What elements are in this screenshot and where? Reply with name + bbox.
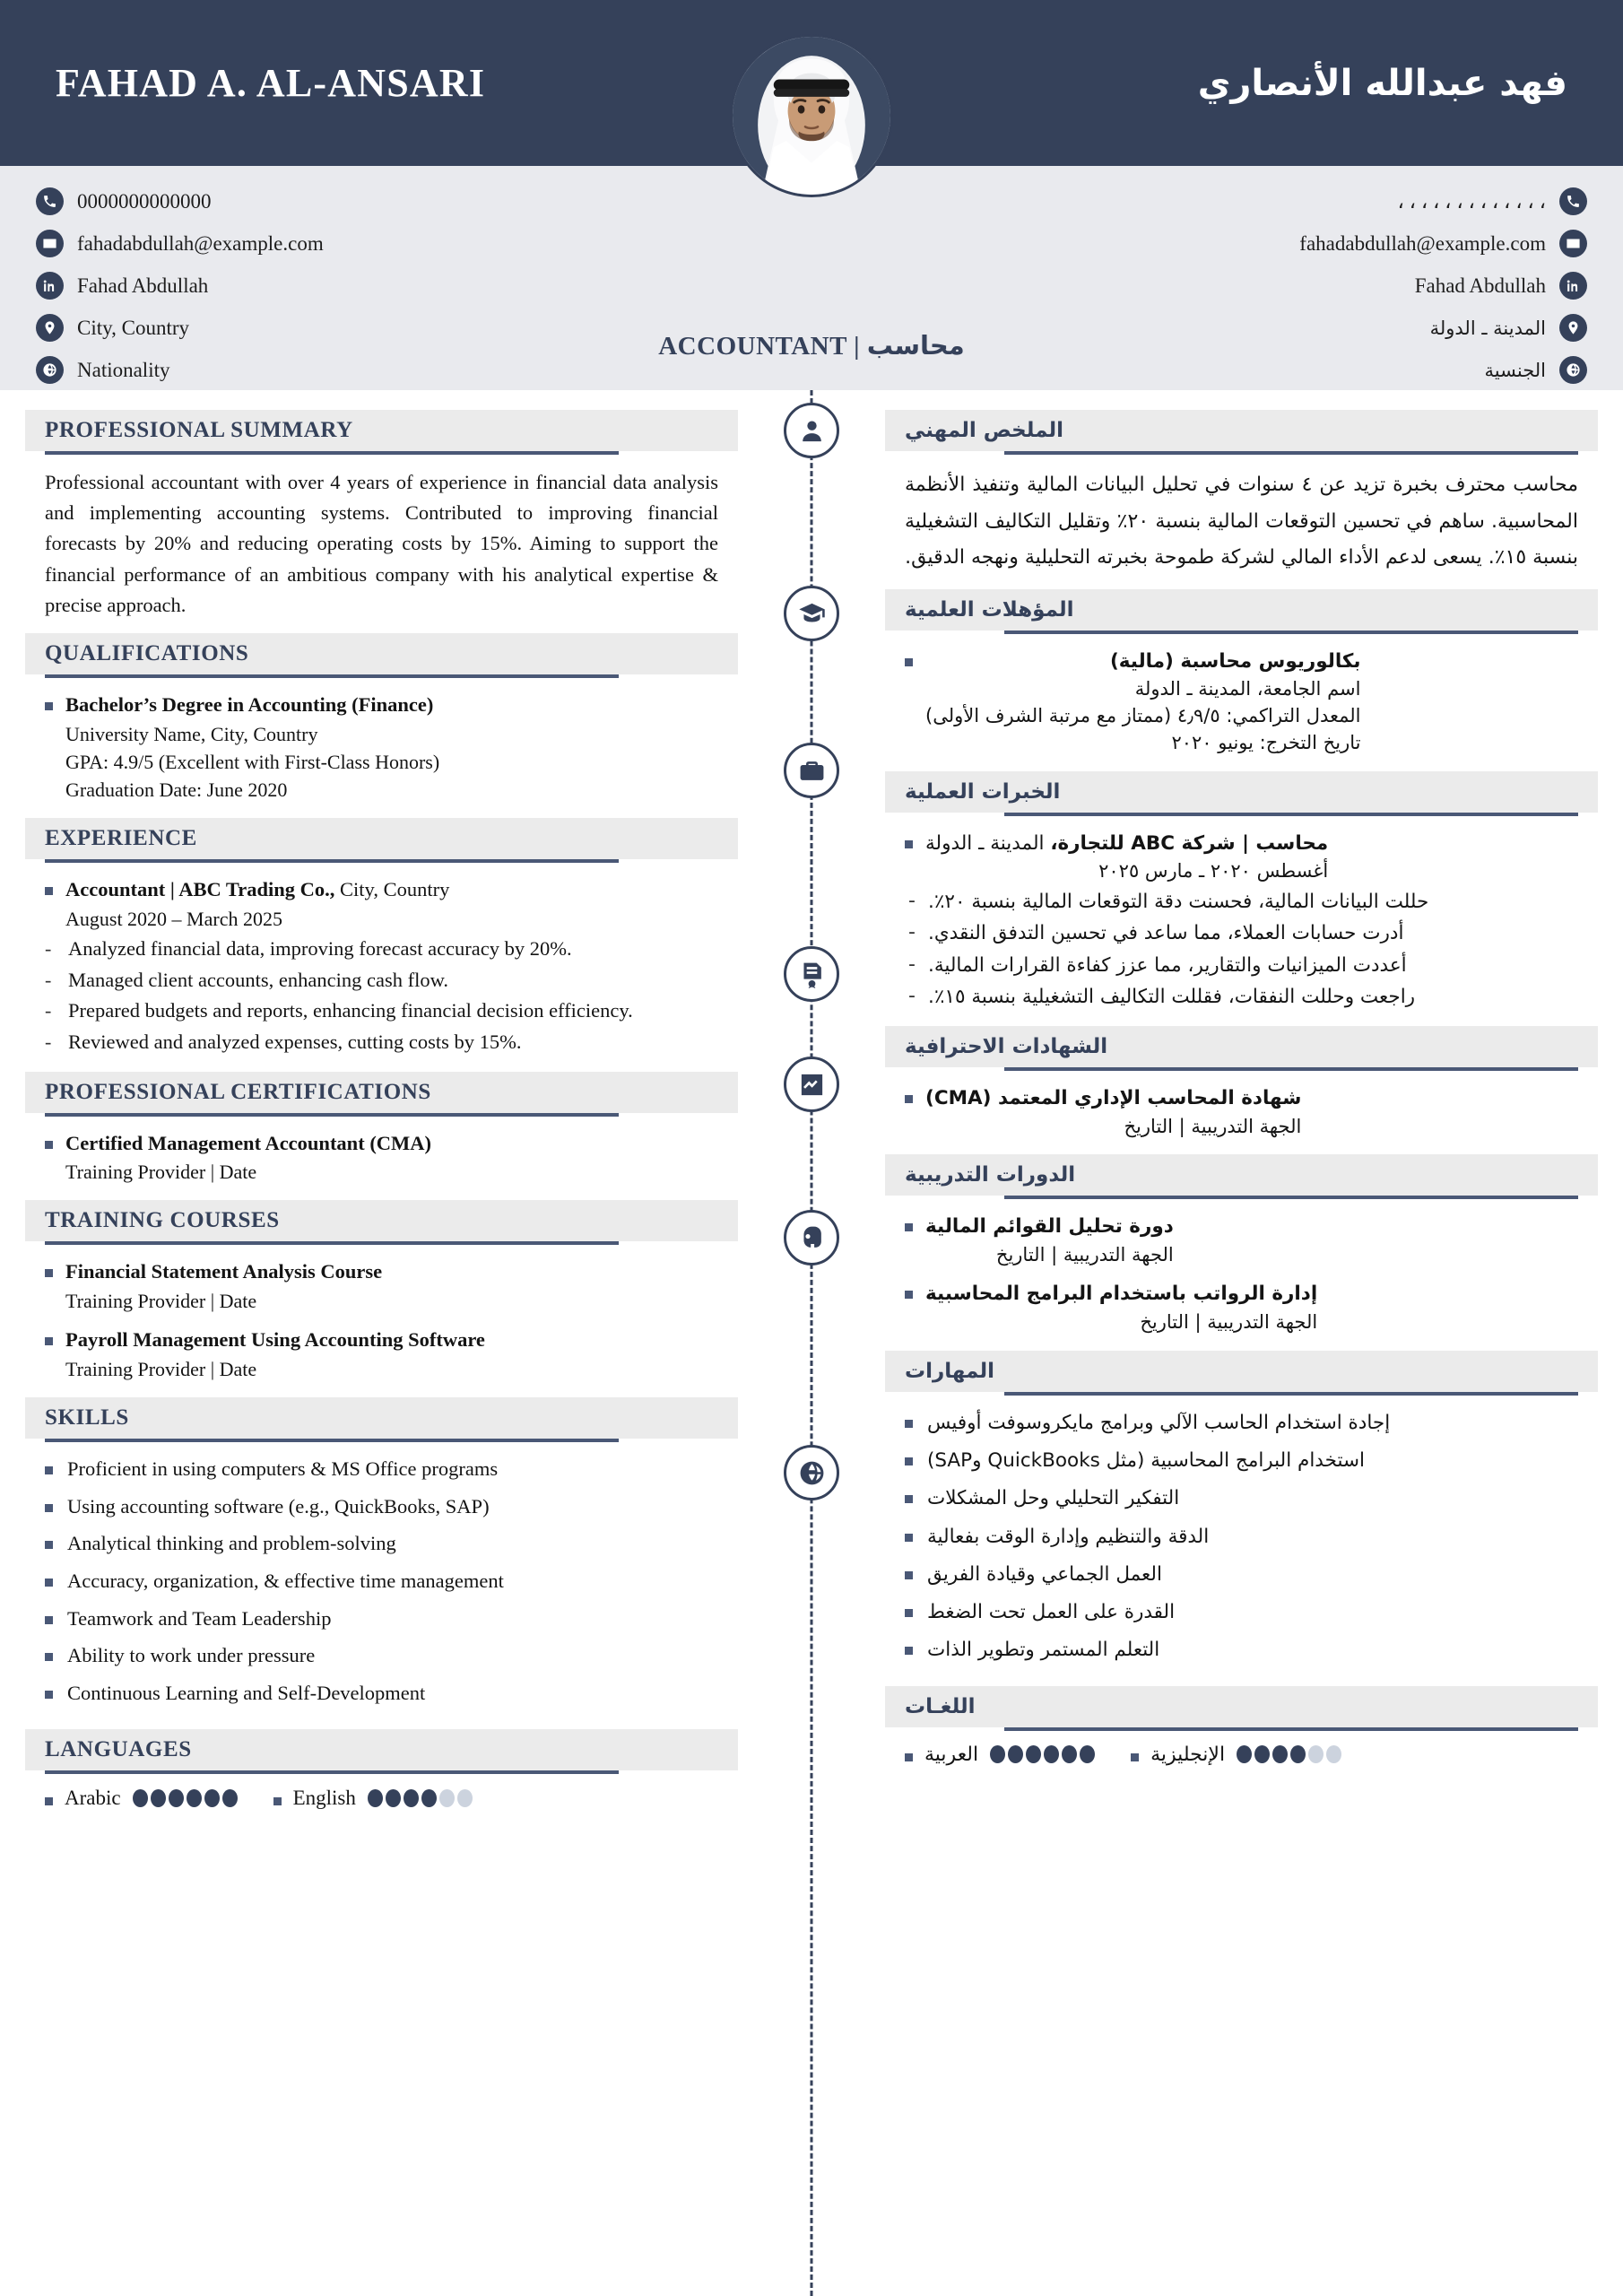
experience-bullet: أدرت حسابات العملاء، مما ساعد في تحسين التدفق النقدي. (928, 922, 1404, 945)
section-languages-ar (885, 1686, 1598, 1775)
contact-location-value: City, Country (77, 316, 190, 339)
dash-bullet-icon: - (45, 1031, 52, 1053)
section-summary-en (25, 410, 738, 630)
contact-row-location[interactable] (36, 309, 592, 347)
language-arabic (905, 1744, 1095, 1766)
rating-dot-filled (1044, 1745, 1059, 1763)
bullet-square-icon (905, 1534, 913, 1542)
list-item (905, 1635, 1578, 1665)
list-item (905, 829, 1578, 885)
section-header-languages-en (25, 1729, 738, 1770)
contact-row-phone[interactable] (36, 182, 592, 221)
globe-icon (36, 356, 64, 384)
language-rating-dots (133, 1789, 238, 1807)
course-sub: Training Provider | Date (65, 1290, 257, 1313)
contact-phone-value: 0000000000000 (77, 189, 212, 213)
job-dates-en: August 2020 – March 2025 (65, 907, 282, 930)
skill-text: التعلم المستمر وتطوير الذات (927, 1639, 1160, 1662)
list-item (45, 935, 718, 964)
language-row (45, 1787, 718, 1810)
section-header-languages-ar (885, 1686, 1598, 1727)
avatar (730, 34, 893, 197)
contact-row-email[interactable] (36, 224, 592, 263)
contact-nationality-value-ar: الجنسية (1484, 359, 1546, 381)
bullet-square-icon (905, 1291, 913, 1299)
list-item (45, 966, 718, 996)
job-role-en: Accountant | ABC Trading Co., (65, 878, 335, 901)
rating-dot-filled (990, 1745, 1005, 1763)
section-header-experience-en (25, 818, 738, 859)
section-skills-en (25, 1397, 738, 1725)
rating-dot-filled (187, 1789, 202, 1807)
bullet-square-icon (1131, 1753, 1139, 1761)
rating-dot-filled (1237, 1745, 1252, 1763)
section-body (25, 1774, 738, 1819)
degree-line-3: تاريخ التخرج: يونيو ٢٠٢٠ (1171, 732, 1361, 753)
language-name: الإنجليزية (1150, 1743, 1226, 1766)
bullet-square-icon (45, 1578, 53, 1587)
contact-email-value: fahadabdullah@example.com (77, 231, 324, 255)
contact-linkedin-value-ar: Fahad Abdullah (1414, 274, 1546, 297)
rating-dot-filled (1062, 1745, 1077, 1763)
rating-dot-filled (1254, 1745, 1270, 1763)
list-item (905, 1083, 1578, 1140)
column-arabic (885, 410, 1598, 1822)
phone-icon (36, 187, 64, 215)
list-item (45, 1326, 718, 1383)
section-certifications-en (25, 1072, 738, 1197)
job-dates-ar: أغسطس ٢٠٢٠ ـ مارس ٢٠٢٥ (1098, 860, 1329, 883)
language-name: Arabic (65, 1786, 121, 1809)
skill-text: العمل الجماعي وقيادة الفريق (927, 1562, 1162, 1586)
section-title: الدورات التدريبية (905, 1163, 1076, 1187)
summary-text-en: Professional accountant with over 4 years of experience in financial data analysis and implementing accounting systems. Contributed to improving financial forecasts by 20% and reducing operating costs by 15%. Aiming to support the financial performance of an ambitious company with his analytical expertise & precise approach. (45, 471, 718, 616)
contact-column-english (36, 182, 592, 390)
experience-bullet: Analyzed financial data, improving forecast accuracy by 20%. (68, 937, 572, 961)
bullet-square-icon (45, 1141, 53, 1149)
contact-column-arabic (1031, 182, 1587, 390)
rating-dot-filled (204, 1789, 220, 1807)
dash-bullet-icon: - (908, 921, 916, 944)
section-body (885, 1731, 1598, 1775)
section-header-qualifications-en (25, 633, 738, 674)
section-header-skills-ar (885, 1351, 1598, 1392)
rating-dot-filled (386, 1789, 401, 1807)
section-header-training-en (25, 1200, 738, 1241)
person-icon (784, 403, 839, 458)
section-body (25, 1442, 738, 1725)
phone-icon (1559, 187, 1587, 215)
section-languages-en (25, 1729, 738, 1819)
section-qualifications-en (25, 633, 738, 814)
bullet-square-icon (905, 1647, 913, 1655)
bullet-square-icon (905, 1571, 913, 1579)
certification-heading: شهادة المحاسب الإداري المعتمد (CMA) (925, 1087, 1302, 1110)
section-training-ar (885, 1154, 1598, 1346)
summary-text-ar: محاسب محترف بخبرة تزيد عن ٤ سنوات في تحليل البيانات المالية وتنفيذ الأنظمة المحاسبية. ساهم في تحسين التوقعات المالية بنسبة ٢٠٪ وتقليل التكاليف التشغيلية بنسبة ١٥٪. يسعى لدعم الأداء المالي لشركة طموحة بخبرته التحليلية ونهجه الدقيق. (905, 474, 1578, 570)
experience-bullet: Managed client accounts, enhancing cash flow. (68, 968, 449, 991)
dash-bullet-icon: - (45, 937, 52, 961)
section-body (25, 678, 738, 814)
list-item (45, 996, 718, 1026)
location-pin-icon (1559, 314, 1587, 342)
chart-growth-icon (784, 1057, 839, 1112)
list-item (905, 1483, 1578, 1513)
section-header-experience-ar (885, 771, 1598, 813)
rating-dot-filled (421, 1789, 437, 1807)
language-name: English (292, 1786, 356, 1809)
list-item (905, 1597, 1578, 1627)
job-location-ar: المدينة ـ الدولة (925, 831, 1051, 855)
bullet-square-icon (273, 1797, 282, 1805)
list-item (45, 1455, 718, 1484)
language-rating-dots (990, 1745, 1095, 1763)
brain-gear-icon (784, 1210, 839, 1265)
bullet-square-icon (45, 1616, 53, 1624)
section-title: SKILLS (45, 1405, 129, 1431)
section-body (885, 634, 1598, 768)
contact-row-nationality[interactable] (36, 351, 592, 389)
list-item (905, 982, 1578, 1012)
course-heading: دورة تحليل القوائم المالية (925, 1215, 1174, 1239)
list-item (45, 1605, 718, 1634)
rating-dot-filled (1026, 1745, 1041, 1763)
section-training-en (25, 1200, 738, 1394)
list-item (45, 1567, 718, 1596)
language-english (273, 1787, 473, 1810)
section-body (885, 816, 1598, 1022)
degree-line-1: University Name, City, Country (65, 722, 318, 745)
degree-line-2: المعدل التراكمي: ٤٫٩/٥ (ممتاز مع مرتبة الشرف الأولى) (925, 705, 1361, 727)
section-body (885, 1071, 1598, 1151)
section-body (25, 863, 738, 1067)
job-title-english: ACCOUNTANT (658, 332, 847, 361)
rating-dot-filled (1290, 1745, 1306, 1763)
section-header-summary-ar (885, 410, 1598, 451)
rating-dot-filled (404, 1789, 419, 1807)
section-skills-ar (885, 1351, 1598, 1683)
experience-bullet: حللت البيانات المالية، فحسنت دقة التوقعات المالية بنسبة ٢٠٪. (928, 890, 1429, 913)
contact-row-location-ar[interactable] (1430, 309, 1587, 347)
list-item (45, 875, 718, 933)
list-item (45, 1679, 718, 1709)
language-english (1131, 1744, 1341, 1766)
skill-text: Teamwork and Team Leadership (67, 1606, 332, 1630)
bullet-square-icon (905, 658, 913, 666)
section-header-qualifications-ar (885, 589, 1598, 631)
list-item (905, 1212, 1578, 1268)
section-header-training-ar (885, 1154, 1598, 1196)
contact-row-linkedin-ar[interactable] (1415, 266, 1587, 305)
section-body (885, 455, 1598, 586)
rating-dot-filled (1272, 1745, 1288, 1763)
section-title: الملخص المهني (905, 419, 1064, 442)
section-body (885, 1396, 1598, 1683)
list-item (45, 1028, 718, 1057)
bullet-square-icon (905, 1609, 913, 1617)
name-arabic: فهد عبدالله الأنصاري (1197, 62, 1567, 104)
section-body (25, 455, 738, 630)
certification-heading: Certified Management Accountant (CMA) (65, 1131, 432, 1154)
section-title: PROFESSIONAL SUMMARY (45, 418, 353, 442)
rating-dot-filled (368, 1789, 383, 1807)
skill-text: إجادة استخدام الحاسب الآلي وبرامج مايكروسوفت أوفيس (927, 1411, 1391, 1434)
section-title: QUALIFICATIONS (45, 640, 249, 665)
bullet-square-icon (45, 1691, 53, 1699)
degree-heading: Bachelor’s Degree in Accounting (Finance) (65, 692, 434, 716)
bullet-square-icon (45, 1466, 53, 1474)
list-item (905, 647, 1578, 757)
job-location-en: City, Country (334, 878, 450, 901)
linkedin-icon (36, 272, 64, 300)
contact-row-email-ar[interactable] (1299, 224, 1587, 263)
skill-text: Continuous Learning and Self-Development (67, 1681, 426, 1704)
list-item (905, 1279, 1578, 1335)
bullet-square-icon (905, 1495, 913, 1503)
experience-bullet: أعددت الميزانيات والتقارير، مما عزز كفاءة القرارات المالية. (928, 953, 1407, 977)
skill-text: القدرة على العمل تحت الضغط (927, 1601, 1176, 1624)
course-heading: Payroll Management Using Accounting Software (65, 1328, 485, 1352)
rating-dot-empty (1308, 1745, 1324, 1763)
bullet-square-icon (905, 1223, 913, 1231)
rating-dot-filled (1080, 1745, 1095, 1763)
section-title: المؤهلات العلمية (905, 598, 1074, 622)
bullet-square-icon (45, 1541, 53, 1549)
linkedin-icon (1559, 272, 1587, 300)
job-title-separator: | (854, 332, 861, 361)
rating-dot-empty (1326, 1745, 1341, 1763)
dash-bullet-icon: - (908, 952, 916, 976)
rating-dot-filled (169, 1789, 184, 1807)
dash-bullet-icon: - (908, 889, 916, 912)
section-experience-en (25, 818, 738, 1067)
list-item (905, 887, 1578, 917)
body-area (0, 390, 1623, 2296)
section-title: الشهادات الاحترافية (905, 1035, 1108, 1059)
experience-bullet: Reviewed and analyzed expenses, cutting costs by 15%. (68, 1031, 522, 1053)
rating-dot-empty (457, 1789, 473, 1807)
list-item (45, 1492, 718, 1522)
contact-row-phone-ar[interactable] (1397, 182, 1587, 221)
course-heading: Financial Statement Analysis Course (65, 1260, 383, 1283)
contact-nationality-value: Nationality (77, 358, 170, 381)
dash-bullet-icon: - (45, 999, 52, 1022)
name-english: FAHAD A. AL-ANSARI (56, 61, 486, 105)
degree-line-3: Graduation Date: June 2020 (65, 778, 288, 802)
section-body (885, 1199, 1598, 1346)
section-title: TRAINING COURSES (45, 1208, 280, 1233)
skill-text: Using accounting software (e.g., QuickBooks, SAP) (67, 1494, 490, 1518)
list-item (45, 1529, 718, 1559)
location-pin-icon (36, 314, 64, 342)
experience-bullet: Prepared budgets and reports, enhancing financial decision efficiency. (68, 999, 633, 1022)
section-certifications-ar (885, 1026, 1598, 1151)
course-sub: Training Provider | Date (65, 1357, 257, 1380)
skill-text: Proficient in using computers & MS Office programs (67, 1457, 499, 1481)
list-item (45, 1641, 718, 1671)
degree-line-1: اسم الجامعة، المدينة ـ الدولة (1134, 678, 1361, 700)
contact-location-value-ar: المدينة ـ الدولة (1429, 317, 1546, 339)
column-english (25, 410, 738, 1822)
bullet-square-icon (905, 1457, 913, 1465)
section-body (25, 1245, 738, 1394)
list-item (45, 1129, 718, 1187)
experience-bullet: راجعت وحللت النفقات، فقللت التكاليف التشغيلية بنسبة ١٥٪. (928, 985, 1416, 1008)
rating-dot-empty (439, 1789, 455, 1807)
bullet-square-icon (45, 1653, 53, 1661)
bullet-square-icon (45, 1797, 53, 1805)
briefcase-icon (784, 743, 839, 798)
degree-heading: بكالوريوس محاسبة (مالية) (1109, 650, 1361, 674)
graduation-cap-icon (784, 586, 839, 641)
section-body (25, 1117, 738, 1197)
contact-row-nationality-ar[interactable] (1485, 351, 1587, 389)
section-experience-ar (885, 771, 1598, 1022)
skill-text: Accuracy, organization, & effective time management (67, 1570, 504, 1593)
skill-text: Analytical thinking and problem-solving (67, 1532, 396, 1555)
section-title: PROFESSIONAL CERTIFICATIONS (45, 1079, 431, 1104)
bullet-square-icon (45, 887, 53, 895)
language-rating-dots (368, 1789, 473, 1807)
job-role-ar: محاسب | شركة ABC للتجارة، (1050, 831, 1329, 855)
certification-sub: Training Provider | Date (65, 1161, 257, 1184)
rating-dot-filled (1008, 1745, 1023, 1763)
section-title: اللغـات (905, 1694, 976, 1718)
bullet-square-icon (45, 1504, 53, 1512)
section-summary-ar (885, 410, 1598, 586)
list-item (905, 1522, 1578, 1552)
course-heading: إدارة الرواتب باستخدام البرامج المحاسبية (925, 1283, 1318, 1306)
list-item (45, 691, 718, 804)
contact-row-linkedin[interactable] (36, 266, 592, 305)
bullet-square-icon (905, 1420, 913, 1428)
certificate-icon (784, 946, 839, 1002)
dash-bullet-icon: - (45, 968, 52, 991)
list-item (905, 1446, 1578, 1475)
rating-dot-filled (222, 1789, 238, 1807)
job-title-arabic: محاسب (866, 330, 965, 361)
list-item (905, 918, 1578, 948)
contact-phone-value-ar: ، ، ، ، ، ، ، ، ، ، ، ، ، (1397, 189, 1546, 213)
section-title: EXPERIENCE (45, 826, 197, 851)
rating-dot-filled (151, 1789, 166, 1807)
contact-email-value-ar: fahadabdullah@example.com (1299, 231, 1546, 255)
section-title: LANGUAGES (45, 1736, 192, 1761)
dash-bullet-icon: - (908, 984, 916, 1007)
bullet-square-icon (905, 1753, 913, 1761)
list-item (905, 1560, 1578, 1589)
bullet-square-icon (905, 840, 913, 848)
globe-icon (784, 1445, 839, 1500)
section-header-skills-en (25, 1397, 738, 1439)
list-item (45, 1257, 718, 1315)
certification-sub: الجهة التدريبية | التاريخ (1124, 1115, 1302, 1137)
globe-icon (1559, 356, 1587, 384)
bullet-square-icon (45, 1269, 53, 1277)
bullet-square-icon (905, 1095, 913, 1103)
skill-text: استخدام البرامج المحاسبية (مثل QuickBooks وSAP) (927, 1448, 1365, 1472)
skill-text: Ability to work under pressure (67, 1644, 316, 1667)
skill-text: التفكير التحليلي وحل المشكلات (927, 1487, 1180, 1510)
bullet-square-icon (45, 702, 53, 710)
section-header-certifications-ar (885, 1026, 1598, 1067)
section-title: المهارات (905, 1359, 994, 1383)
section-header-certifications-en (25, 1072, 738, 1113)
language-name: العربية (924, 1743, 979, 1766)
section-title: الخبرات العملية (905, 779, 1061, 804)
email-icon (36, 230, 64, 257)
section-qualifications-ar (885, 589, 1598, 768)
bullet-square-icon (45, 1337, 53, 1345)
course-sub: الجهة التدريبية | التاريخ (995, 1243, 1174, 1265)
list-item (905, 1408, 1578, 1438)
language-arabic (45, 1787, 238, 1810)
job-title (658, 330, 965, 361)
language-row (905, 1744, 1578, 1766)
section-header-summary-en (25, 410, 738, 451)
email-icon (1559, 230, 1587, 257)
rating-dot-filled (133, 1789, 148, 1807)
skill-text: الدقة والتنظيم وإدارة الوقت بفعالية (927, 1525, 1210, 1548)
course-sub: الجهة التدريبية | التاريخ (1140, 1310, 1318, 1333)
degree-line-2: GPA: 4.9/5 (Excellent with First-Class Honors) (65, 750, 440, 773)
language-rating-dots (1237, 1745, 1341, 1763)
contact-linkedin-value: Fahad Abdullah (77, 274, 209, 297)
list-item (905, 951, 1578, 980)
